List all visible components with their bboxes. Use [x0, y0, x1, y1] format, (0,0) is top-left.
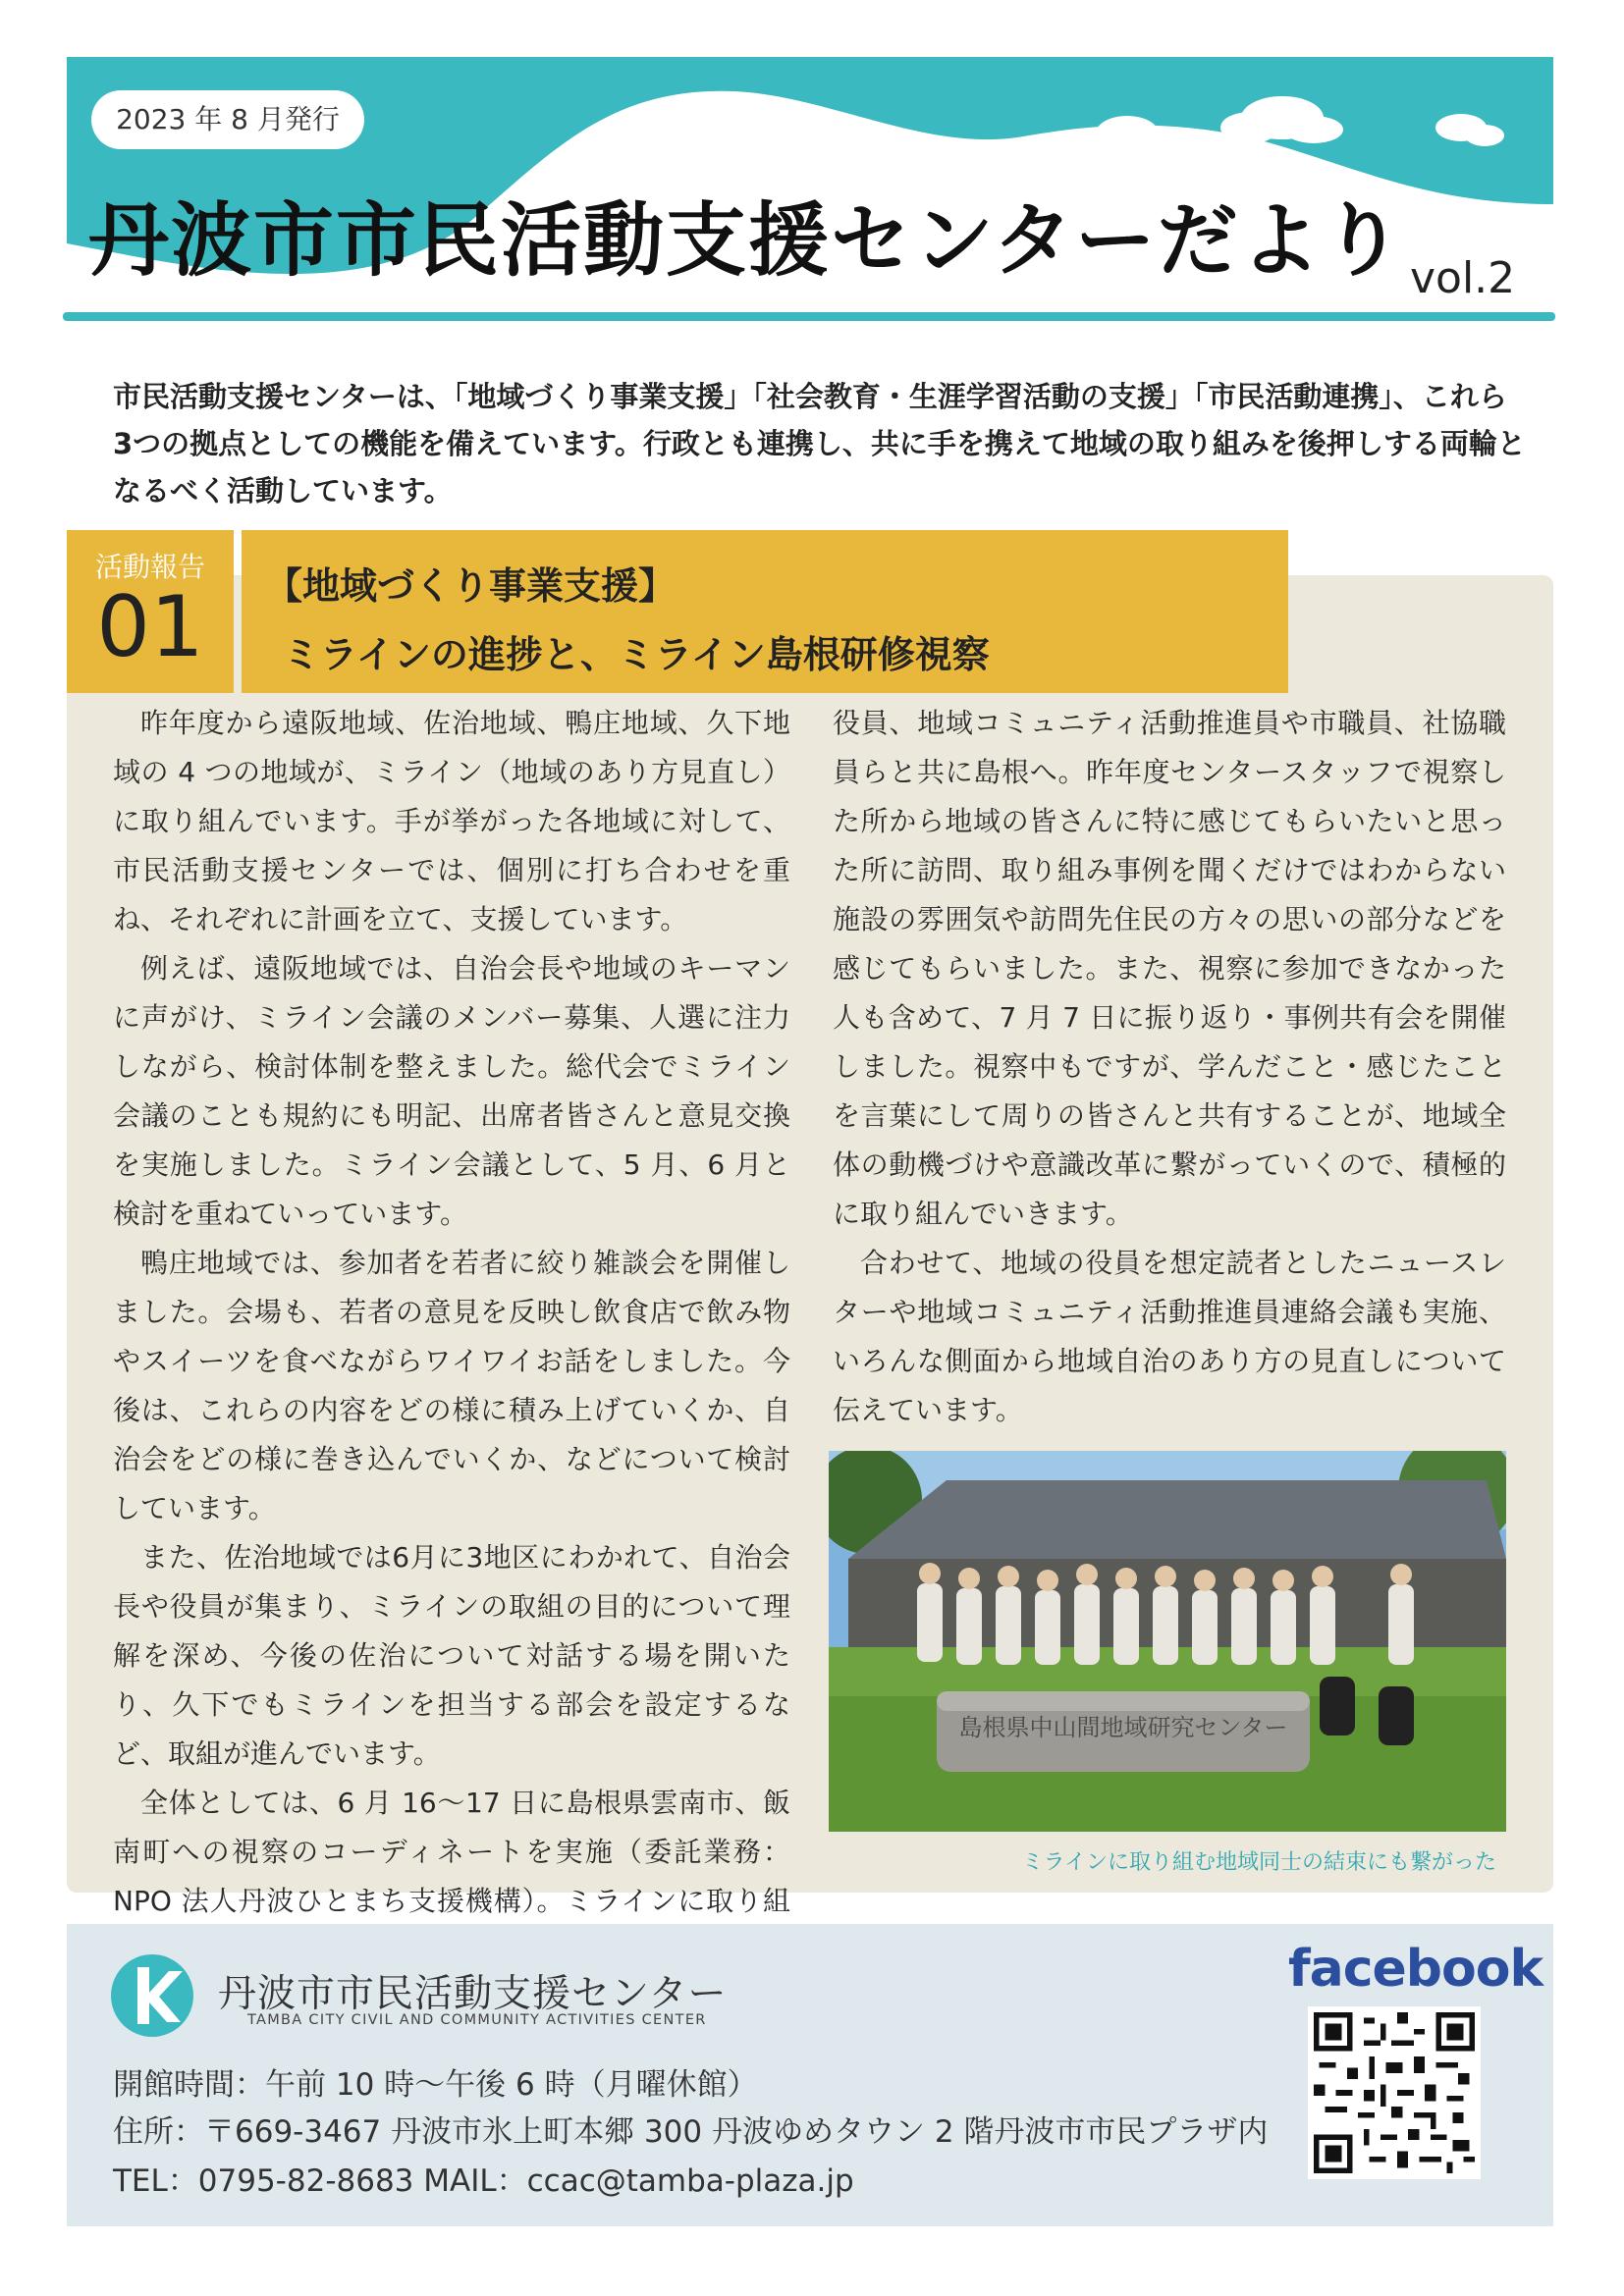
intro-text: 市民活動支援センターは、「地域づくり事業支援」「社会教育・生涯学習活動の支援」「市民活動連携」、これら3つの拠点としての機能を備えています。行政とも連携し、共に手を携えて地域の取り組みを後押しする両輪となるべく活動しています。: [113, 380, 1526, 507]
report-tag-number: 01: [96, 578, 204, 676]
article-category: 【地域づくり事業支援】: [265, 564, 677, 608]
photo-sign-text: 島根県中山間地域研究センター: [958, 1714, 1288, 1741]
issue-date: 2023 年 8 月発行: [91, 90, 364, 149]
newsletter-title: 丹波市市民活動支援センターだより: [88, 194, 1405, 288]
article-paragraph: 役員、地域コミュニティ活動推進員や市職員、社協職員らと共に島根へ。昨年度センタースタッフで視察した所から地域の皆さんに特に感じてもらいたいと思った所に訪問、取り組み事例を聞くだけではわからない施設の雰囲気や訪問先住民の方々の思いの部分などを感じてもらいました。また、視察に参加できなかった人も含めて、7 月 7 日に振り返り・事例共有会を開催しました。視察中もですが、学んだこと・感じたことを言葉にして周りの皆さんと共有することが、地域全体の動機づけや意識改革に繋がっていくので、積極的に取り組んでいきます。: [833, 707, 1506, 1230]
article-paragraph: 鴨庄地域では、参加者を若者に絞り雑談会を開催しました。会場も、若者の意見を反映し飲食店で飲み物やスイーツを食べながらワイワイお話をしました。今後は、これらの内容をどの様に積み上げていくか、自治会をどの様に巻き込んでいくか、などについて検討しています。: [113, 1247, 790, 1524]
contact-info: TEL：0795-82-8683 MAIL：ccac@tamba-plaza.jp: [113, 2163, 854, 2199]
article-paragraph: 例えば、遠阪地域では、自治会長や地域のキーマンに声がけ、ミライン会議のメンバー募集、人選に注力しながら、検討体制を整えました。総代会でミライン会議のことも規約にも明記、出席者皆さんと意見交換を実施しました。ミライン会議として、5 月、6 月と検討を重ねていっています。: [113, 952, 790, 1230]
qr-code-icon[interactable]: [1308, 2006, 1481, 2179]
article-paragraph: また、佐治地域では6月に3地区にわかれて、自治会長や役員が集まり、ミラインの取組の目的について理解を深め、今後の佐治について対話する場を開いたり、久下でもミラインを担当する部会を設定するなど、取組が進んでいます。: [113, 1541, 790, 1770]
article-title: ミラインの進捗と、ミライン島根研修視察: [283, 633, 990, 676]
volume-label: vol.2: [1410, 253, 1516, 303]
center-name: 丹波市市民活動支援センター: [218, 1972, 728, 2016]
article-paragraph: 昨年度から遠阪地域、佐治地域、鴨庄地域、久下地域の 4 つの地域が、ミライン（地域のあり方見直し）に取り組んでいます。手が挙がった各地域に対して、市民活動支援センターでは、個別に打ち合わせを重ね、それぞれに計画を立て、支援しています。: [113, 707, 790, 935]
center-name-english: TAMBA CITY CIVIL AND COMMUNITY ACTIVITIES CENTER: [247, 2012, 707, 2028]
photo-caption: ミラインに取り組む地域同士の結束にも繋がった: [1021, 1850, 1496, 1875]
article-paragraph: 全体としては、6 月 16～17 日に島根県雲南市、飯南町への視察のコーディネートを実施（委託業務：NPO 法人丹波ひとまち支援機構）。ミラインに取り組: [113, 1787, 790, 1917]
article-column-left: [113, 699, 790, 1975]
report-tag-label: 活動報告: [94, 551, 205, 583]
address: 住所：〒669-3467 丹波市氷上町本郷 300 丹波ゆめタウン 2 階丹波市市民プラザ内: [113, 2114, 1269, 2150]
article-paragraph: 合わせて、地域の役員を想定読者としたニュースレターや地域コミュニティ活動推進員連絡会議も実施、いろんな側面から地域自治のあり方の見直しについて伝えています。: [833, 1247, 1506, 1426]
logo-mark-icon: [110, 1953, 194, 2038]
opening-hours: 開館時間：午前 10 時～午後 6 時（月曜休館）: [113, 2067, 758, 2103]
group-photo: [829, 1451, 1506, 1832]
facebook-label[interactable]: facebook: [1288, 1940, 1543, 1999]
article-column-right: [833, 699, 1506, 1435]
title-underline: [63, 312, 1555, 321]
